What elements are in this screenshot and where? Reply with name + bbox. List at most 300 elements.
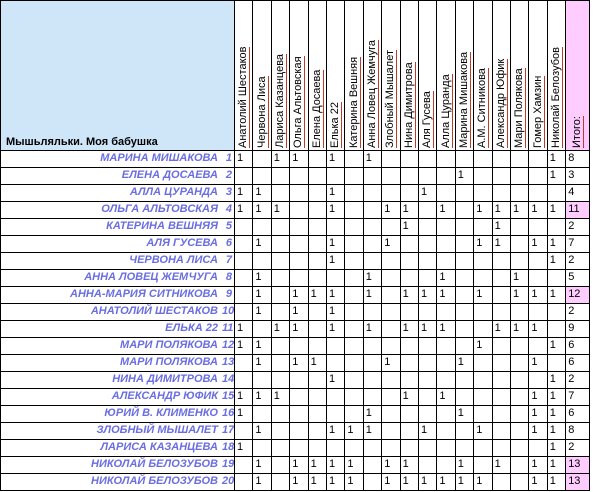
- vote-cell[interactable]: [363, 252, 381, 269]
- vote-cell[interactable]: 1: [237, 407, 244, 419]
- vote-cell[interactable]: 1: [549, 441, 556, 453]
- vote-cell[interactable]: 1: [549, 458, 556, 470]
- vote-cell[interactable]: [326, 218, 344, 235]
- vote-cell[interactable]: [400, 252, 418, 269]
- vote-cell[interactable]: [308, 303, 326, 320]
- vote-cell[interactable]: 1: [549, 288, 556, 300]
- vote-cell[interactable]: 1: [439, 322, 446, 334]
- row-name[interactable]: ЛАРИСА КАЗАНЦЕВА: [100, 441, 218, 453]
- total-cell[interactable]: 13: [565, 473, 589, 490]
- vote-cell[interactable]: 1: [439, 203, 446, 215]
- vote-cell[interactable]: [344, 405, 362, 422]
- vote-cell[interactable]: [234, 371, 252, 388]
- vote-cell[interactable]: [308, 269, 326, 286]
- vote-cell[interactable]: [510, 184, 528, 201]
- vote-cell[interactable]: 1: [237, 203, 244, 215]
- vote-cell[interactable]: [455, 201, 473, 218]
- vote-cell[interactable]: [308, 320, 326, 337]
- row-name[interactable]: АЛЕКСАНДР ЮФИК: [111, 390, 218, 402]
- vote-cell[interactable]: [271, 405, 289, 422]
- column-header[interactable]: [253, 8, 271, 148]
- row-name[interactable]: МАРИНА МИШАКОВА: [100, 152, 218, 164]
- total-cell[interactable]: 12: [565, 286, 589, 303]
- vote-cell[interactable]: 1: [549, 237, 556, 249]
- vote-cell[interactable]: [492, 422, 510, 439]
- vote-cell[interactable]: 1: [421, 475, 428, 487]
- vote-cell[interactable]: 1: [531, 458, 538, 470]
- vote-cell[interactable]: [363, 235, 381, 252]
- vote-cell[interactable]: [510, 422, 528, 439]
- vote-cell[interactable]: [455, 371, 473, 388]
- vote-cell[interactable]: [436, 303, 454, 320]
- vote-cell[interactable]: [234, 235, 252, 252]
- vote-cell[interactable]: [400, 235, 418, 252]
- vote-cell[interactable]: [528, 184, 546, 201]
- vote-cell[interactable]: [363, 473, 381, 490]
- total-cell[interactable]: 8: [568, 424, 575, 436]
- vote-cell[interactable]: 1: [347, 424, 354, 436]
- vote-cell[interactable]: [344, 184, 362, 201]
- row-name[interactable]: ЮРИЙ В. КЛИМЕНКО: [104, 407, 218, 419]
- vote-cell[interactable]: 1: [329, 475, 336, 487]
- vote-cell[interactable]: 1: [384, 475, 391, 487]
- vote-cell[interactable]: 1: [549, 339, 556, 351]
- vote-cell[interactable]: 1: [292, 458, 299, 470]
- vote-cell[interactable]: [455, 269, 473, 286]
- vote-cell[interactable]: 1: [531, 322, 538, 334]
- vote-cell[interactable]: [510, 405, 528, 422]
- vote-cell[interactable]: 1: [365, 407, 372, 419]
- column-header[interactable]: [547, 8, 565, 148]
- vote-cell[interactable]: [510, 337, 528, 354]
- row-name[interactable]: ЧЕРВОНА ЛИСА: [129, 254, 218, 266]
- vote-cell[interactable]: [400, 150, 418, 167]
- vote-cell[interactable]: [473, 320, 491, 337]
- vote-cell[interactable]: 1: [439, 271, 446, 283]
- vote-cell[interactable]: [547, 218, 565, 235]
- vote-cell[interactable]: 1: [292, 475, 299, 487]
- vote-cell[interactable]: [418, 388, 436, 405]
- vote-cell[interactable]: [234, 473, 252, 490]
- vote-cell[interactable]: [473, 252, 491, 269]
- vote-cell[interactable]: [271, 422, 289, 439]
- vote-cell[interactable]: [492, 167, 510, 184]
- vote-cell[interactable]: [492, 354, 510, 371]
- vote-cell[interactable]: [289, 405, 307, 422]
- vote-cell[interactable]: [492, 286, 510, 303]
- vote-cell[interactable]: [381, 388, 399, 405]
- vote-cell[interactable]: [510, 456, 528, 473]
- vote-cell[interactable]: 1: [237, 322, 244, 334]
- vote-cell[interactable]: [473, 405, 491, 422]
- vote-cell[interactable]: [326, 405, 344, 422]
- vote-cell[interactable]: 1: [402, 288, 409, 300]
- sheet-title[interactable]: Мышьляльки. Моя бабушка: [6, 136, 158, 148]
- vote-cell[interactable]: [271, 473, 289, 490]
- vote-cell[interactable]: 1: [439, 390, 446, 402]
- vote-cell[interactable]: 1: [255, 271, 262, 283]
- vote-cell[interactable]: 1: [531, 424, 538, 436]
- vote-cell[interactable]: [528, 439, 546, 456]
- vote-cell[interactable]: [400, 371, 418, 388]
- vote-cell[interactable]: 1: [513, 288, 520, 300]
- vote-cell[interactable]: 1: [421, 288, 428, 300]
- vote-cell[interactable]: 1: [402, 458, 409, 470]
- vote-cell[interactable]: 1: [365, 322, 372, 334]
- vote-cell[interactable]: [492, 252, 510, 269]
- vote-cell[interactable]: [308, 405, 326, 422]
- vote-cell[interactable]: [510, 439, 528, 456]
- total-cell[interactable]: 5: [568, 271, 575, 283]
- column-header[interactable]: [473, 8, 491, 148]
- vote-cell[interactable]: [289, 218, 307, 235]
- vote-cell[interactable]: 1: [329, 254, 336, 266]
- vote-cell[interactable]: [510, 371, 528, 388]
- vote-cell[interactable]: [418, 235, 436, 252]
- vote-cell[interactable]: [363, 354, 381, 371]
- vote-cell[interactable]: [234, 252, 252, 269]
- vote-cell[interactable]: [363, 201, 381, 218]
- vote-cell[interactable]: [455, 422, 473, 439]
- vote-cell[interactable]: 1: [402, 390, 409, 402]
- column-header[interactable]: [529, 8, 547, 148]
- vote-cell[interactable]: [455, 337, 473, 354]
- vote-cell[interactable]: [326, 439, 344, 456]
- vote-cell[interactable]: 1: [329, 373, 336, 385]
- total-cell[interactable]: 6: [568, 407, 575, 419]
- vote-cell[interactable]: [308, 388, 326, 405]
- vote-cell[interactable]: [234, 269, 252, 286]
- vote-cell[interactable]: 1: [347, 458, 354, 470]
- vote-cell[interactable]: [252, 150, 270, 167]
- vote-cell[interactable]: [418, 167, 436, 184]
- total-cell[interactable]: 2: [568, 441, 575, 453]
- row-name[interactable]: НИКОЛАЙ БЕЛОЗУБОВ: [91, 475, 218, 487]
- vote-cell[interactable]: [308, 167, 326, 184]
- vote-cell[interactable]: 1: [476, 203, 483, 215]
- vote-cell[interactable]: [326, 388, 344, 405]
- vote-cell[interactable]: [308, 218, 326, 235]
- vote-cell[interactable]: [473, 184, 491, 201]
- total-cell[interactable]: 7: [568, 237, 575, 249]
- vote-cell[interactable]: 1: [457, 475, 464, 487]
- vote-cell[interactable]: [436, 337, 454, 354]
- row-name[interactable]: КАТЕРИНА ВЕШНЯЯ: [106, 220, 218, 232]
- vote-cell[interactable]: [455, 320, 473, 337]
- vote-cell[interactable]: 1: [329, 152, 336, 164]
- vote-cell[interactable]: [363, 218, 381, 235]
- vote-cell[interactable]: [308, 150, 326, 167]
- vote-cell[interactable]: 1: [310, 356, 317, 368]
- vote-cell[interactable]: [492, 303, 510, 320]
- vote-cell[interactable]: [363, 371, 381, 388]
- vote-cell[interactable]: [344, 252, 362, 269]
- vote-cell[interactable]: 1: [549, 407, 556, 419]
- vote-cell[interactable]: 1: [384, 203, 391, 215]
- vote-cell[interactable]: [510, 235, 528, 252]
- vote-cell[interactable]: [308, 371, 326, 388]
- vote-cell[interactable]: 1: [255, 237, 262, 249]
- vote-cell[interactable]: 1: [237, 441, 244, 453]
- vote-cell[interactable]: 1: [476, 237, 483, 249]
- vote-cell[interactable]: [436, 252, 454, 269]
- vote-cell[interactable]: [381, 439, 399, 456]
- vote-cell[interactable]: [289, 235, 307, 252]
- vote-cell[interactable]: [436, 422, 454, 439]
- vote-cell[interactable]: 1: [402, 322, 409, 334]
- vote-cell[interactable]: [252, 371, 270, 388]
- vote-cell[interactable]: [271, 218, 289, 235]
- vote-cell[interactable]: 1: [494, 458, 501, 470]
- vote-cell[interactable]: 1: [292, 305, 299, 317]
- column-header[interactable]: [418, 8, 436, 148]
- vote-cell[interactable]: [271, 456, 289, 473]
- vote-cell[interactable]: [400, 354, 418, 371]
- vote-cell[interactable]: 1: [255, 390, 262, 402]
- vote-cell[interactable]: [344, 354, 362, 371]
- vote-cell[interactable]: 1: [237, 339, 244, 351]
- vote-cell[interactable]: 1: [494, 203, 501, 215]
- vote-cell[interactable]: [381, 252, 399, 269]
- vote-cell[interactable]: 1: [237, 152, 244, 164]
- vote-cell[interactable]: [326, 269, 344, 286]
- vote-cell[interactable]: [252, 405, 270, 422]
- vote-cell[interactable]: 1: [329, 305, 336, 317]
- vote-cell[interactable]: [289, 184, 307, 201]
- vote-cell[interactable]: [547, 303, 565, 320]
- row-name[interactable]: АННА-МАРИЯ СИТНИКОВА: [70, 288, 218, 300]
- vote-cell[interactable]: 1: [531, 237, 538, 249]
- vote-cell[interactable]: 1: [494, 237, 501, 249]
- vote-cell[interactable]: [528, 371, 546, 388]
- vote-cell[interactable]: [344, 439, 362, 456]
- vote-cell[interactable]: [418, 456, 436, 473]
- vote-cell[interactable]: [381, 422, 399, 439]
- vote-cell[interactable]: [436, 167, 454, 184]
- vote-cell[interactable]: [271, 303, 289, 320]
- column-header-total[interactable]: [568, 8, 586, 148]
- total-cell[interactable]: 4: [568, 186, 575, 198]
- vote-cell[interactable]: [234, 218, 252, 235]
- vote-cell[interactable]: 1: [549, 424, 556, 436]
- total-cell[interactable]: 2: [568, 220, 575, 232]
- vote-cell[interactable]: [308, 337, 326, 354]
- vote-cell[interactable]: [289, 388, 307, 405]
- vote-cell[interactable]: [473, 388, 491, 405]
- vote-cell[interactable]: 1: [273, 152, 280, 164]
- vote-cell[interactable]: [418, 218, 436, 235]
- vote-cell[interactable]: 1: [513, 322, 520, 334]
- vote-cell[interactable]: [308, 422, 326, 439]
- vote-cell[interactable]: [455, 184, 473, 201]
- vote-cell[interactable]: 1: [365, 424, 372, 436]
- vote-cell[interactable]: 1: [531, 288, 538, 300]
- vote-cell[interactable]: [400, 184, 418, 201]
- vote-cell[interactable]: [252, 320, 270, 337]
- vote-cell[interactable]: [436, 439, 454, 456]
- vote-cell[interactable]: 1: [457, 407, 464, 419]
- row-name[interactable]: ОЛЬГА АЛЬТОВСКАЯ: [101, 203, 218, 215]
- vote-cell[interactable]: [363, 167, 381, 184]
- vote-cell[interactable]: [234, 167, 252, 184]
- vote-cell[interactable]: [492, 184, 510, 201]
- vote-cell[interactable]: [455, 150, 473, 167]
- vote-cell[interactable]: 1: [384, 356, 391, 368]
- vote-cell[interactable]: [344, 337, 362, 354]
- vote-cell[interactable]: [492, 371, 510, 388]
- vote-cell[interactable]: 1: [255, 458, 262, 470]
- vote-cell[interactable]: [528, 252, 546, 269]
- vote-cell[interactable]: [436, 218, 454, 235]
- vote-cell[interactable]: [418, 354, 436, 371]
- vote-cell[interactable]: 1: [549, 390, 556, 402]
- vote-cell[interactable]: [473, 354, 491, 371]
- vote-cell[interactable]: 1: [365, 152, 372, 164]
- vote-cell[interactable]: [252, 167, 270, 184]
- vote-cell[interactable]: 1: [494, 322, 501, 334]
- row-name[interactable]: АЛЯ ГУСЕВА: [146, 237, 218, 249]
- vote-cell[interactable]: [234, 303, 252, 320]
- vote-cell[interactable]: [455, 252, 473, 269]
- vote-cell[interactable]: 1: [310, 458, 317, 470]
- vote-cell[interactable]: [418, 371, 436, 388]
- vote-cell[interactable]: [455, 235, 473, 252]
- vote-cell[interactable]: [547, 354, 565, 371]
- vote-cell[interactable]: 1: [384, 458, 391, 470]
- vote-cell[interactable]: [381, 405, 399, 422]
- vote-cell[interactable]: [436, 354, 454, 371]
- vote-cell[interactable]: 1: [292, 152, 299, 164]
- vote-cell[interactable]: [381, 371, 399, 388]
- vote-cell[interactable]: [510, 303, 528, 320]
- vote-cell[interactable]: 1: [549, 254, 556, 266]
- vote-cell[interactable]: 1: [237, 390, 244, 402]
- vote-cell[interactable]: [308, 235, 326, 252]
- vote-cell[interactable]: [492, 150, 510, 167]
- vote-cell[interactable]: [492, 439, 510, 456]
- vote-cell[interactable]: [547, 269, 565, 286]
- vote-cell[interactable]: [271, 167, 289, 184]
- vote-cell[interactable]: 1: [421, 424, 428, 436]
- vote-cell[interactable]: [418, 337, 436, 354]
- vote-cell[interactable]: 1: [531, 356, 538, 368]
- vote-cell[interactable]: [492, 337, 510, 354]
- vote-cell[interactable]: [326, 354, 344, 371]
- column-header[interactable]: [363, 8, 381, 148]
- vote-cell[interactable]: [547, 320, 565, 337]
- vote-cell[interactable]: [418, 252, 436, 269]
- vote-cell[interactable]: [418, 303, 436, 320]
- vote-cell[interactable]: 1: [347, 475, 354, 487]
- total-cell[interactable]: 9: [568, 322, 575, 334]
- vote-cell[interactable]: [381, 286, 399, 303]
- vote-cell[interactable]: 1: [273, 203, 280, 215]
- vote-cell[interactable]: 1: [531, 475, 538, 487]
- column-header[interactable]: [510, 8, 528, 148]
- vote-cell[interactable]: [234, 354, 252, 371]
- vote-cell[interactable]: [271, 252, 289, 269]
- vote-cell[interactable]: [436, 150, 454, 167]
- vote-cell[interactable]: 1: [421, 322, 428, 334]
- vote-cell[interactable]: [344, 286, 362, 303]
- vote-cell[interactable]: 1: [549, 475, 556, 487]
- vote-cell[interactable]: 1: [365, 288, 372, 300]
- vote-cell[interactable]: [326, 337, 344, 354]
- vote-cell[interactable]: 1: [531, 407, 538, 419]
- vote-cell[interactable]: 1: [273, 390, 280, 402]
- vote-cell[interactable]: 1: [549, 203, 556, 215]
- total-cell[interactable]: 8: [568, 152, 575, 164]
- column-header[interactable]: [345, 8, 363, 148]
- vote-cell[interactable]: [381, 303, 399, 320]
- vote-cell[interactable]: [308, 439, 326, 456]
- column-header[interactable]: [271, 8, 289, 148]
- column-header[interactable]: [308, 8, 326, 148]
- vote-cell[interactable]: [363, 337, 381, 354]
- vote-cell[interactable]: [528, 218, 546, 235]
- vote-cell[interactable]: [252, 439, 270, 456]
- vote-cell[interactable]: 1: [292, 288, 299, 300]
- total-cell[interactable]: 2: [568, 373, 575, 385]
- vote-cell[interactable]: 1: [365, 271, 372, 283]
- vote-cell[interactable]: [344, 167, 362, 184]
- vote-cell[interactable]: [418, 405, 436, 422]
- vote-cell[interactable]: [344, 388, 362, 405]
- vote-cell[interactable]: [381, 269, 399, 286]
- vote-cell[interactable]: [455, 218, 473, 235]
- vote-cell[interactable]: [363, 456, 381, 473]
- vote-cell[interactable]: [528, 337, 546, 354]
- vote-cell[interactable]: [271, 439, 289, 456]
- vote-cell[interactable]: [436, 456, 454, 473]
- vote-cell[interactable]: [234, 422, 252, 439]
- vote-cell[interactable]: 1: [329, 237, 336, 249]
- row-name[interactable]: ЗЛОБНЫЙ МЫШАЛЕТ: [96, 424, 218, 436]
- row-name[interactable]: НИНА ДИМИТРОВА: [112, 373, 218, 385]
- vote-cell[interactable]: 1: [476, 339, 483, 351]
- vote-cell[interactable]: 1: [549, 373, 556, 385]
- vote-cell[interactable]: 1: [310, 288, 317, 300]
- vote-cell[interactable]: [528, 269, 546, 286]
- vote-cell[interactable]: [289, 269, 307, 286]
- total-cell[interactable]: 7: [568, 390, 575, 402]
- vote-cell[interactable]: 1: [237, 186, 244, 198]
- vote-cell[interactable]: [344, 150, 362, 167]
- vote-cell[interactable]: [473, 303, 491, 320]
- row-name[interactable]: АЛЛА ЦУРАНДА: [129, 186, 218, 198]
- row-name[interactable]: АННА ЛОВЕЦ ЖЕМЧУГА: [84, 271, 218, 283]
- column-header[interactable]: [437, 8, 455, 148]
- vote-cell[interactable]: 1: [439, 288, 446, 300]
- vote-cell[interactable]: [528, 167, 546, 184]
- vote-cell[interactable]: [234, 286, 252, 303]
- vote-cell[interactable]: [363, 439, 381, 456]
- total-cell[interactable]: 13: [565, 456, 589, 473]
- vote-cell[interactable]: [381, 320, 399, 337]
- vote-cell[interactable]: [289, 167, 307, 184]
- row-name[interactable]: ЕЛЕНА ДОСАЕВА: [121, 169, 218, 181]
- vote-cell[interactable]: [381, 150, 399, 167]
- vote-cell[interactable]: 1: [457, 356, 464, 368]
- vote-cell[interactable]: [473, 218, 491, 235]
- row-name[interactable]: АНАТОЛИЙ ШЕСТАКОВ: [90, 305, 218, 317]
- vote-cell[interactable]: [344, 320, 362, 337]
- vote-cell[interactable]: [473, 371, 491, 388]
- vote-cell[interactable]: [473, 439, 491, 456]
- vote-cell[interactable]: [473, 167, 491, 184]
- vote-cell[interactable]: [510, 150, 528, 167]
- vote-cell[interactable]: [271, 337, 289, 354]
